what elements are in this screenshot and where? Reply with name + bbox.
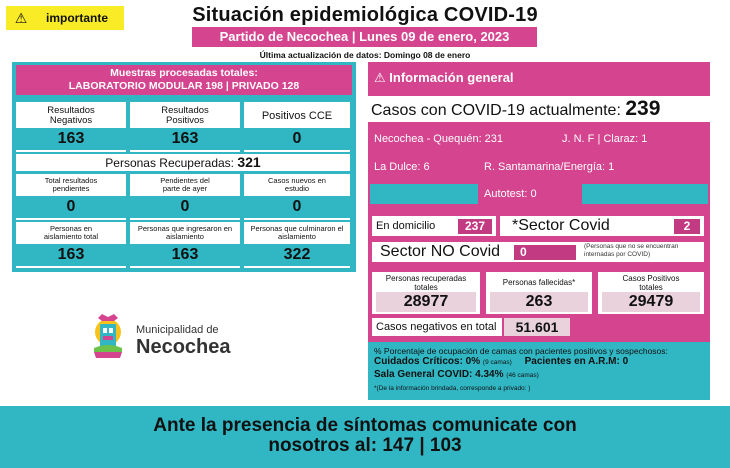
card-value: 0 [244,128,350,150]
card-label: Casos Positivos totales [622,274,680,292]
card-label: Total resultados pendientes [44,176,98,193]
contact-line2: nosotros al: 147 | 103 [268,435,462,456]
contact-line1: Ante la presencia de síntomas comunicate con [153,415,577,436]
sector-covid-label: *Sector Covid [512,217,610,234]
samples-header [16,65,352,95]
pending-yesterday-card [130,174,240,220]
logo-text-line2: Necochea [136,336,231,358]
card-label: Personas que culminaron el aislamiento [250,224,344,241]
logo-text-line1: Municipalidad de [136,324,219,336]
card-value: 163 [16,128,126,150]
total-recovered-card [372,272,480,314]
card-value: 0 [130,196,240,218]
negative-total-label: Casos negativos en total [372,318,502,336]
sector-no-covid-label: Sector NO Covid [380,243,501,260]
update-note: Última actualización de datos: Domingo 08 de enero [259,50,471,60]
sector-no-covid-value: 0 [514,245,576,260]
new-cases-card [244,174,350,220]
recovered-bar [16,154,350,171]
contact-banner [0,406,730,468]
sector-covid-value: 2 [674,219,700,234]
card-label: Personas que ingresaron en aislamiento [137,224,233,241]
card-label: Pendientes del parte de ayer [160,176,210,193]
active-cases-bar [368,96,710,122]
card-label: Positivos CCE [261,110,333,122]
page-title: Situación epidemiológica COVID-19 [192,4,538,26]
page-subtitle: Partido de Necochea | Lunes 09 de enero, 2023 [192,27,537,47]
recovered-label: Personas Recuperadas: [105,156,235,170]
warning-icon: ⚠ [374,70,386,85]
domicilio-label: En domicilio [376,220,436,232]
pending-total-card [16,174,126,220]
card-value: 263 [490,292,588,312]
deaths-card [486,272,592,314]
autotest-count: Autotest: 0 [480,184,580,204]
info-header [374,68,574,88]
isolation-total-card [16,222,126,268]
beds-occupancy-box [368,342,710,400]
samples-title: Muestras procesadas totales: [110,67,258,79]
samples-labs: LABORATORIO MODULAR 198 | PRIVADO 128 [68,80,300,92]
location-necochea: Necochea - Quequén: 231 [370,128,552,150]
warning-icon: ⚠ [14,9,28,26]
active-cases-label: Casos con COVID-19 actualmente: [371,102,621,119]
total-positive-card [598,272,704,314]
domicilio-value: 237 [458,219,492,234]
location-santamarina: R. Santamarina/Energía: 1 [480,156,708,178]
isolation-finished-card [244,222,350,268]
location-jnf: J. N. F | Claraz: 1 [558,128,708,150]
card-label: Personas recuperadas totales [385,274,467,292]
beds-footnote: *(De la información brindada, corresponde a privado: ) [374,385,531,392]
card-value: 28977 [376,292,476,312]
location-la-dulce: La Dulce: 6 [370,156,474,178]
card-label: Personas fallecidas* [502,278,576,287]
card-label: Resultados Positivos [161,105,209,126]
card-label: Casos nuevos en estudio [268,176,326,193]
general-ward-label: Sala General COVID: 4.34% [374,369,504,380]
recovered-value: 321 [237,154,261,170]
badge-label: importante [46,11,109,25]
necochea-logo-icon [90,312,126,360]
card-value: 322 [244,244,350,266]
positive-results-card [130,102,240,152]
sector-no-covid-note: (Personas que no se encuentran internadas por COVID) [584,243,679,258]
critical-care-label: Cuidados Críticos: 0% [374,356,481,367]
info-title: Información general [389,70,514,85]
negative-total-value: 51.601 [504,318,570,336]
beds-title: % Porcentaje de ocupación de camas con pacientes positivos y sospechosos: [374,346,668,356]
card-value: 163 [130,244,240,266]
autotest-spacer-left [370,184,478,204]
card-value: 0 [16,196,126,218]
card-label: Resultados Negativos [47,105,95,126]
general-ward-note: (46 camas) [506,372,539,379]
card-value: 163 [130,128,240,150]
cce-positive-card [244,102,350,152]
card-value: 0 [244,196,350,218]
arm-label: Pacientes en A.R.M: 0 [524,356,629,367]
card-value: 163 [16,244,126,266]
negative-results-card [16,102,126,152]
card-label: Personas en aislamiento total [43,224,99,241]
importante-badge [6,6,124,30]
autotest-spacer-right [582,184,708,204]
isolation-entered-card [130,222,240,268]
active-cases-value: 239 [625,97,661,120]
card-value: 29479 [602,292,700,312]
critical-care-note: (9 camas) [482,359,512,366]
